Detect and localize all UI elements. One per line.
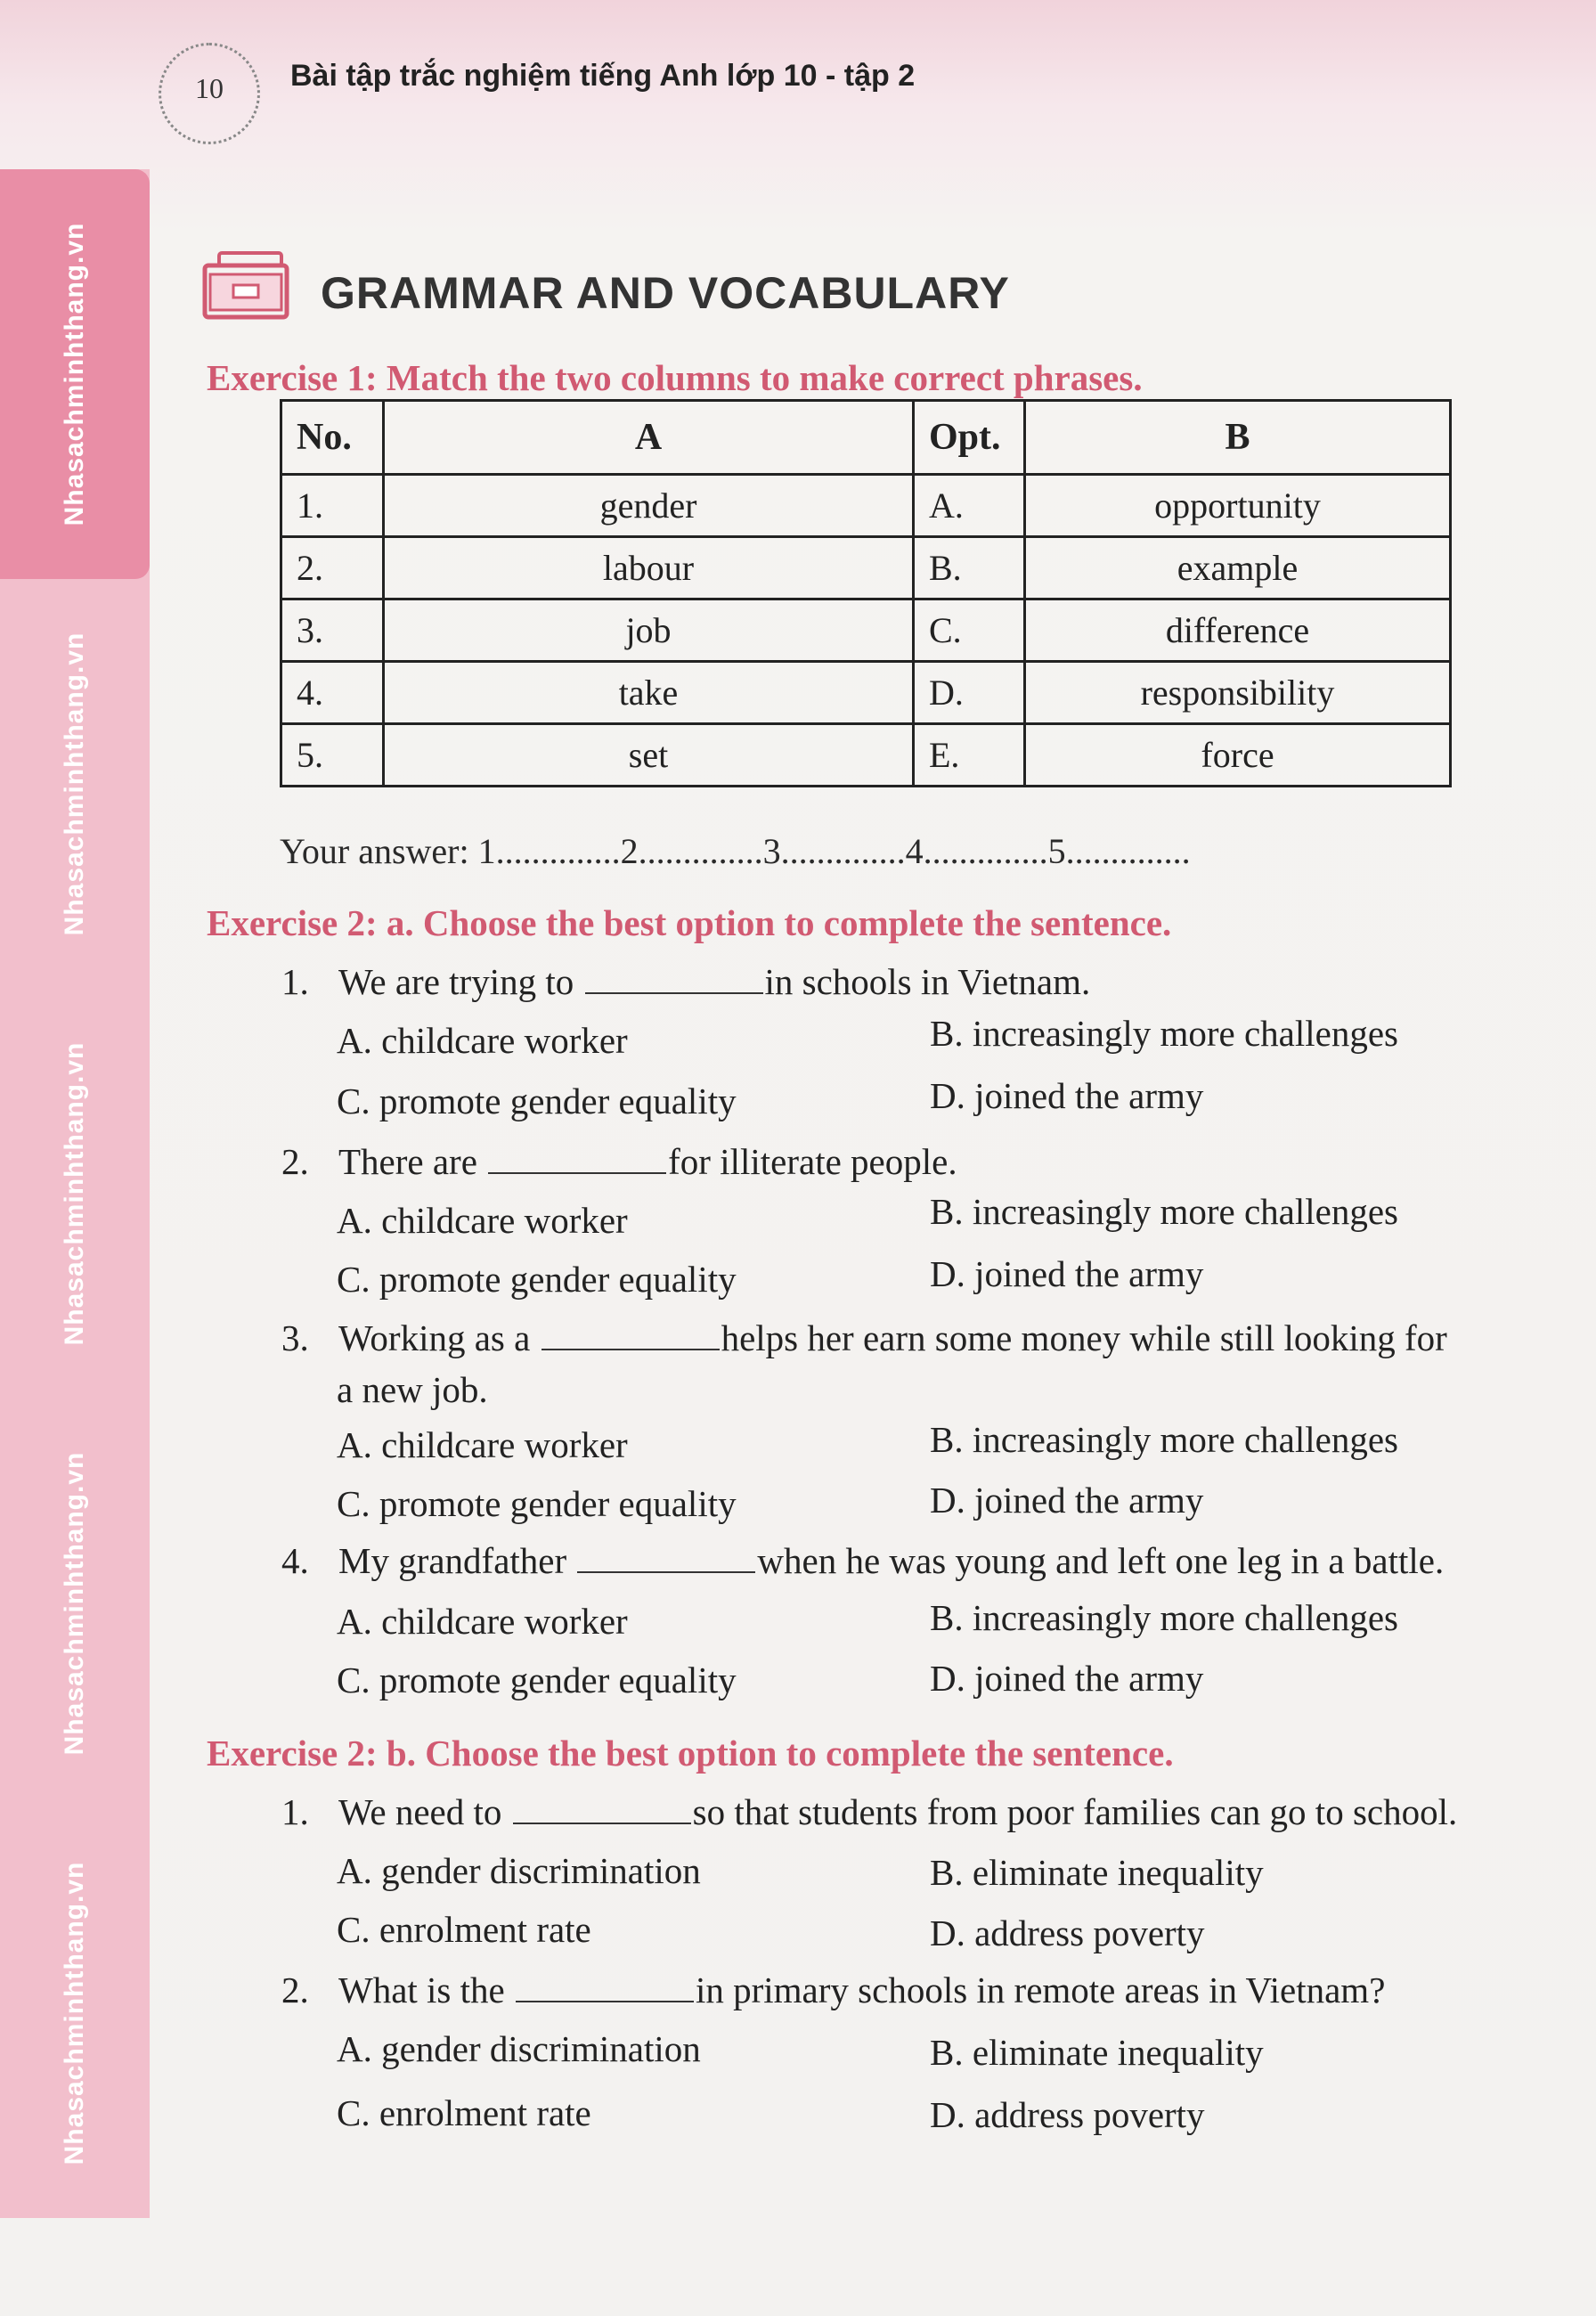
option-c[interactable]: C. enrolment rate [337,1909,591,1950]
exercise-2b-heading: Exercise 2: b. Choose the best option to complete the sentence. [207,1733,1174,1774]
matching-table [280,399,1452,787]
option-d[interactable]: D. joined the army [930,1075,1204,1116]
answer-line: Your answer: 1..............2..............3..............4..............5.............. [280,831,1191,871]
question-number: 1. [281,1791,309,1832]
cell-opt: B. [914,537,1025,599]
question [281,1969,1385,2011]
section-title: GRAMMAR AND VOCABULARY [321,268,1010,318]
question [281,1317,1447,1359]
option-a[interactable]: A. childcare worker [337,1424,628,1465]
answer-blank[interactable] [513,1796,691,1824]
cell-no: 1. [281,475,384,537]
table-row [281,475,1451,537]
question-text-after: in schools in Vietnam. [764,961,1091,1002]
question-text-after: so that students from poor families can go to school. [692,1791,1458,1832]
cell-b: opportunity [1025,475,1451,537]
option-c[interactable]: C. promote gender equality [337,1660,737,1700]
question-text-before: My grandfather [338,1540,567,1581]
option-c[interactable]: C. promote gender equality [337,1081,737,1121]
option-b[interactable]: B. eliminate inequality [930,1852,1264,1893]
question-text-after: in primary schools in remote areas in Vietnam? [695,1969,1386,2010]
cell-opt: D. [914,662,1025,724]
cell-opt: A. [914,475,1025,537]
option-b[interactable]: B. increasingly more challenges [930,1013,1398,1054]
page-number-badge [159,43,260,144]
answer-blank[interactable] [585,966,763,994]
header-a: A [384,401,914,475]
answer-blank[interactable] [488,1146,666,1174]
table-row [281,599,1451,662]
option-b[interactable]: B. increasingly more challenges [930,1597,1398,1638]
answer-blank[interactable] [542,1322,720,1350]
question-number: 4. [281,1540,309,1581]
answer-blank[interactable] [516,1974,694,2002]
cell-b: responsibility [1025,662,1451,724]
option-a[interactable]: A. childcare worker [337,1601,628,1642]
option-d[interactable]: D. address poverty [930,1912,1205,1953]
cell-no: 2. [281,537,384,599]
cell-a: set [384,724,914,787]
side-watermark-text: Nhasachminhthang.vn [60,1451,89,1756]
question-number: 2. [281,1969,309,2010]
side-watermark-text: Nhasachminhthang.vn [60,222,89,526]
option-b[interactable]: B. increasingly more challenges [930,1419,1398,1460]
header-opt: Opt. [914,401,1025,475]
question [281,1140,957,1183]
question-number: 2. [281,1141,309,1182]
cell-a: labour [384,537,914,599]
option-a[interactable]: A. gender discrimination [337,2028,701,2069]
folder-drawer-icon [201,249,294,322]
cell-opt: E. [914,724,1025,787]
question-text-before: We are trying to [338,961,574,1002]
cell-b: force [1025,724,1451,787]
table-row [281,662,1451,724]
cell-opt: C. [914,599,1025,662]
header-b: B [1025,401,1451,475]
cell-b: example [1025,537,1451,599]
table-header-row [281,401,1451,475]
option-a[interactable]: A. childcare worker [337,1020,628,1061]
option-c[interactable]: C. promote gender equality [337,1259,737,1300]
side-watermark-text: Nhasachminhthang.vn [60,632,89,936]
question [281,1539,1444,1582]
table-row [281,537,1451,599]
option-d[interactable]: D. address poverty [930,2094,1205,2135]
cell-no: 3. [281,599,384,662]
question-number: 3. [281,1317,309,1358]
question-text-before: We need to [338,1791,502,1832]
question-continuation: a new job. [337,1369,488,1410]
question-text-after: when he was young and left one leg in a battle. [757,1540,1445,1581]
question-text-after: helps her earn some money while still looking for [721,1317,1447,1358]
table-row [281,724,1451,787]
option-d[interactable]: D. joined the army [930,1658,1204,1699]
option-a[interactable]: A. gender discrimination [337,1850,701,1891]
option-b[interactable]: B. eliminate inequality [930,2032,1264,2073]
side-watermark-text: Nhasachminhthang.vn [60,1861,89,2165]
option-d[interactable]: D. joined the army [930,1480,1204,1521]
option-a[interactable]: A. childcare worker [337,1200,628,1241]
question-text-after: for illiterate people. [668,1141,957,1182]
question-number: 1. [281,961,309,1002]
cell-no: 4. [281,662,384,724]
cell-a: job [384,599,914,662]
exercise-1-heading: Exercise 1: Match the two columns to make correct phrases. [207,357,1143,398]
question-text-before: There are [338,1141,477,1182]
cell-a: take [384,662,914,724]
answer-blank[interactable] [577,1545,755,1573]
cell-no: 5. [281,724,384,787]
book-title: Bài tập trắc nghiệm tiếng Anh lớp 10 - tập 2 [290,59,916,93]
question-text-before: What is the [338,1969,505,2010]
exercise-2a-heading: Exercise 2: a. Choose the best option to complete the sentence. [207,902,1172,943]
question [281,960,1090,1003]
side-watermark-text: Nhasachminhthang.vn [60,1041,89,1346]
question-text-before: Working as a [338,1317,531,1358]
page-number: 10 [195,72,224,104]
question [281,1790,1457,1833]
cell-b: difference [1025,599,1451,662]
option-b[interactable]: B. increasingly more challenges [930,1191,1398,1232]
header-no: No. [281,401,384,475]
cell-a: gender [384,475,914,537]
option-c[interactable]: C. enrolment rate [337,2092,591,2133]
option-c[interactable]: C. promote gender equality [337,1483,737,1524]
option-d[interactable]: D. joined the army [930,1253,1204,1294]
